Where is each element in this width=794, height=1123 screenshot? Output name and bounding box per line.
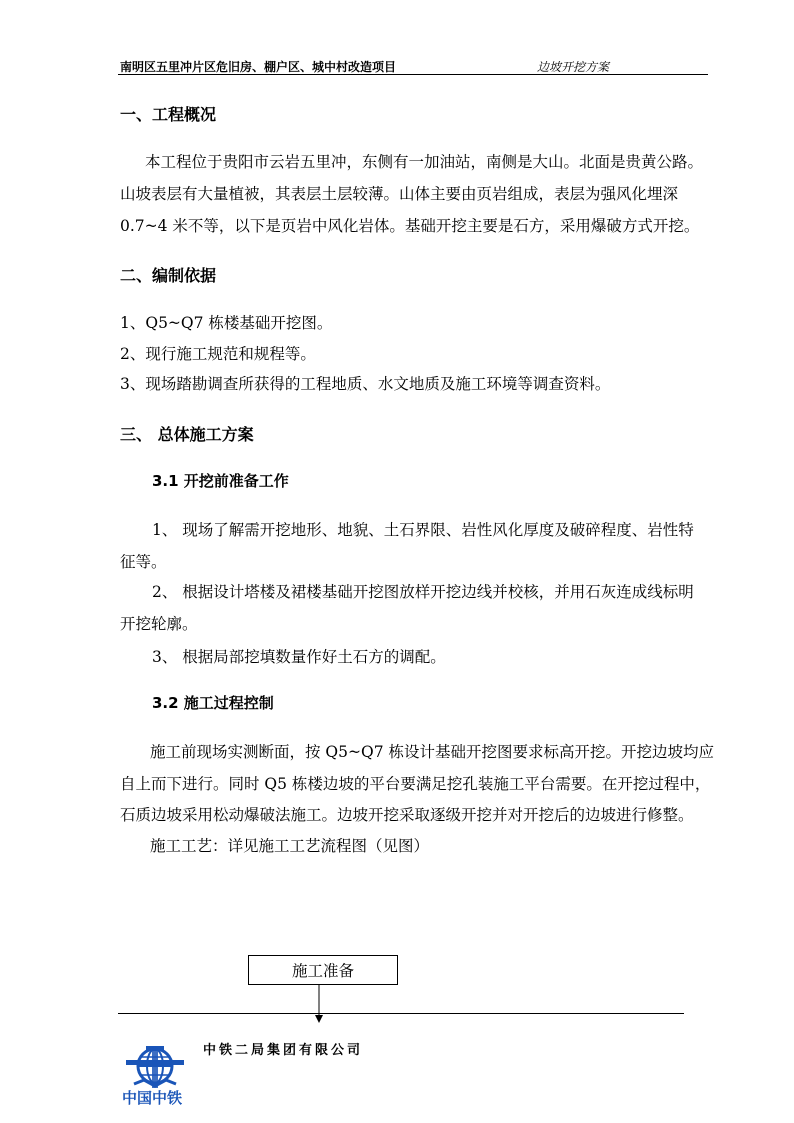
paragraph-line: 本工程位于贵阳市云岩五里冲，东侧有一加油站，南侧是大山。北面是贵黄公路。 bbox=[145, 153, 704, 171]
list-item: 1、Q5~Q7 栋楼基础开挖图。 bbox=[120, 314, 333, 332]
subsection-3-2-heading: 3.2 施工过程控制 bbox=[152, 694, 274, 712]
header-project-name: 南明区五里冲片区危旧房、棚户区、城中村改造项目 bbox=[120, 60, 397, 74]
list-item: 3、现场踏勘调查所获得的工程地质、水文地质及施工环境等调查资料。 bbox=[120, 375, 611, 393]
paragraph-line: 自上而下进行。同时 Q5 栋楼边坡的平台要满足挖孔装施工平台需要。在开挖过程中， bbox=[120, 775, 711, 793]
flowchart-arrow-icon bbox=[313, 985, 325, 1025]
paragraph-line: 石质边坡采用松动爆破法施工。边坡开挖采取逐级开挖并对开挖后的边坡进行修整。 bbox=[120, 806, 694, 824]
paragraph-line: 0.7~4 米不等，以下是页岩中风化岩体。基础开挖主要是石方，采用爆破方式开挖。 bbox=[120, 217, 700, 235]
footer-company-name: 中铁二局集团有限公司 bbox=[203, 1043, 364, 1058]
subsection-3-1-heading: 3.1 开挖前准备工作 bbox=[152, 472, 289, 490]
list-item: 2、现行施工规范和规程等。 bbox=[120, 345, 316, 363]
section-1-heading: 一、工程概况 bbox=[120, 105, 217, 124]
footer-divider bbox=[118, 1013, 684, 1014]
section-2-heading: 二、编制依据 bbox=[120, 266, 217, 285]
logo-text: 中国中铁 bbox=[122, 1089, 183, 1107]
header-divider bbox=[118, 74, 708, 75]
paragraph-line: 2、 根据设计塔楼及裙楼基础开挖图放样开挖边线并校核，并用石灰连成线标明 bbox=[152, 583, 694, 601]
paragraph-line: 山坡表层有大量植被，其表层土层较薄。山体主要由页岩组成，表层为强风化埋深 bbox=[120, 185, 679, 203]
paragraph-line: 开挖轮廓。 bbox=[120, 615, 198, 633]
paragraph-line: 施工工艺：详见施工工艺流程图（见图） bbox=[150, 837, 430, 855]
paragraph-line: 3、 根据局部挖填数量作好土石方的调配。 bbox=[152, 648, 446, 666]
header-document-title: 边坡开挖方案 bbox=[537, 60, 610, 74]
flowchart-step-box bbox=[248, 955, 398, 985]
flowchart-step-label: 施工准备 bbox=[291, 962, 354, 980]
paragraph-line: 施工前现场实测断面，按 Q5~Q7 栋设计基础开挖图要求标高开挖。开挖边坡均应 bbox=[150, 743, 714, 761]
china-railway-logo-icon bbox=[124, 1040, 186, 1092]
section-3-heading: 三、 总体施工方案 bbox=[120, 425, 254, 444]
paragraph-line: 1、 现场了解需开挖地形、地貌、土石界限、岩性风化厚度及破碎程度、岩性特 bbox=[152, 521, 694, 539]
paragraph-line: 征等。 bbox=[120, 553, 167, 571]
